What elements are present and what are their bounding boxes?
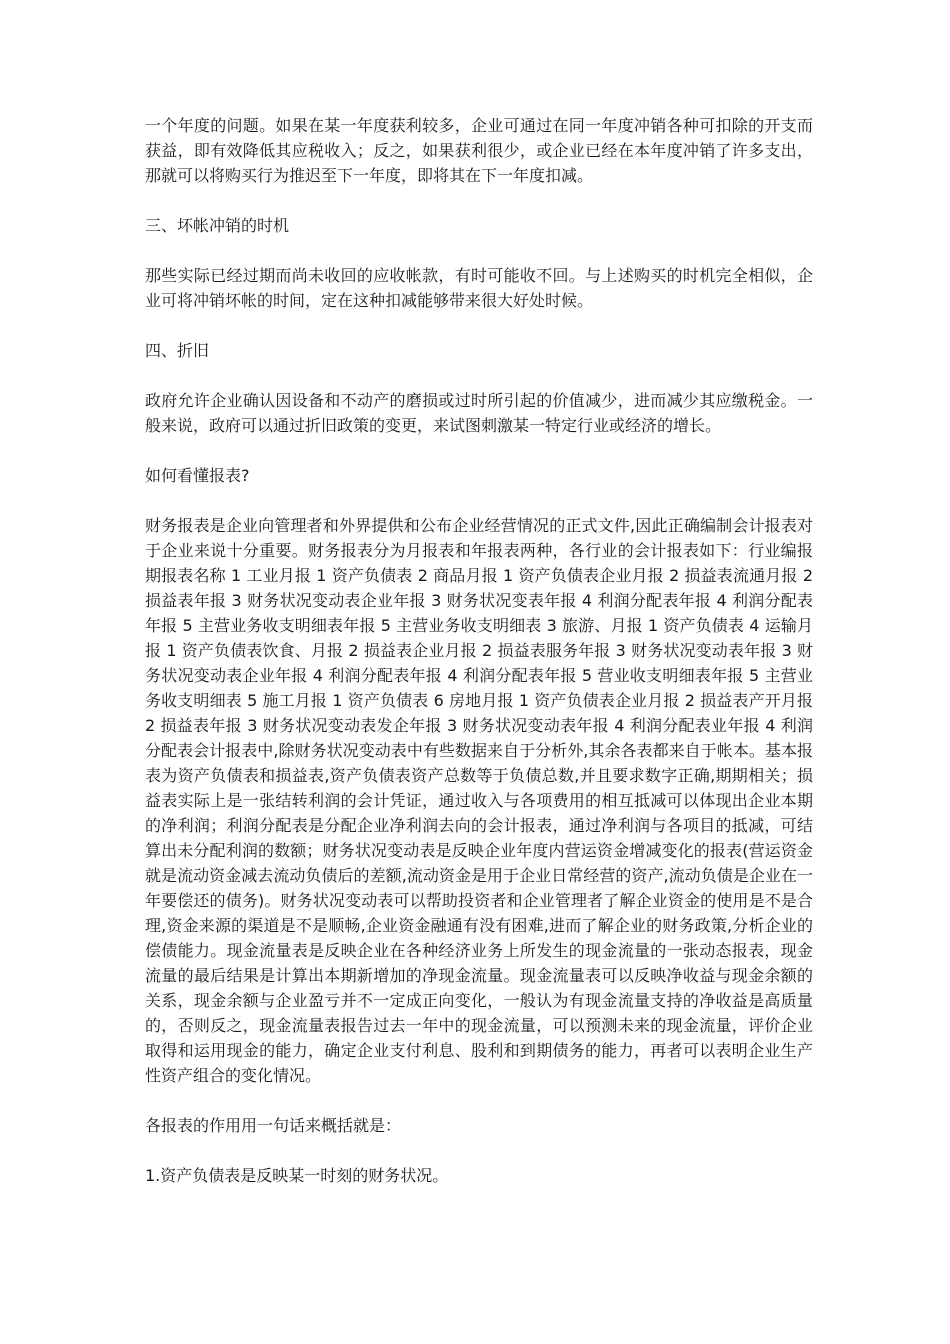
paragraph-financial-reports: 财务报表是企业向管理者和外界提供和公布企业经营情况的正式文件,因此正确编制会计报表对于企业来说十分重要。财务报表分为月报表和年报表两种，各行业的会计报表如下：行业编报期报表名称 1 工业月报 1 资产负债表 2 商品月报 1 资产负债表企业月报 2 损益表流通月报 2 损益表年报 3 财务状况变动表企业年报 3 财务状况变表年报 4 利润分配表年报 4 利润分配表年报 5 主营业务收支明细表年报 5 主营业务收支明细表 3 旅游、月报 1 资产负债表 4 运输月报 1 资产负债表饮食、月报 2 损益表企业月报 2 损益表服务年报 3 财务状况变动表年报 3 财务状况变动表企业年报 4 利润分配表年报 4 利润分配表年报 5 营业收支明细表年报 5 主营业务收支明细表 5 施工月报 1 资产负债表 6 房地月报 1 资产负债表企业月报 2 损益表产开月报 2 损益表年报 3 财务状况变动表发企年报 3 财务状况变动表年报 4 利润分配表业年报 4 利润分配表会计报表中,除财务状况变动表中有些数据来自于分析外,其余各表都来自于帐本。基本报表为资产负债表和损益表,资产负债表资产总数等于负债总数,并且要求数字正确,期期相关；损益表实际上是一张结转利润的会计凭证，通过收入与各项费用的相互抵减可以体现出企业本期的净利润；利润分配表是分配企业净利润去向的会计报表，通过净利润与各项目的抵减，可结算出未分配利润的数额；财务状况变动表是反映企业年度内营运资金增减变化的报表(营运资金就是流动资金减去流动负债后的差额,流动资金是用于企业日常经营的资产,流动负债是企业在一年要偿还的债务)。财务状况变动表可以帮助投资者和企业管理者了解企业资金的使用是不是合理,资金来源的渠道是不是顺畅,企业资金融通有没有困难,进而了解企业的财务政策,分析企业的偿债能力。现金流量表是反映企业在各种经济业务上所发生的现金流量的一张动态报表，现金流量的最后结果是计算出本期新增加的净现金流量。现金流量表可以反映净收益与现金余额的关系，现金余额与企业盈亏并不一定成正向变化，一般认为有现金流量支持的净收益是高质量的，否则反之，现金流量表报告过去一年中的现金流量，可以预测未来的现金流量，评价企业取得和运用现金的能力，确定企业支付利息、股利和到期债务的能力，再者可以表明企业生产性资产组合的变化情况。 <box>145 516 813 1085</box>
paragraph-bad-debt: 那些实际已经过期而尚未收回的应收帐款，有时可能收不回。与上述购买的时机完全相似，企业可将冲销坏帐的时间，定在这种扣减能够带来很大好处时候。 <box>145 266 813 310</box>
section-heading-depreciation: 四、折旧 <box>145 341 210 360</box>
section-heading-bad-debt: 三、坏帐冲销的时机 <box>145 216 290 235</box>
paragraph-depreciation: 政府允许企业确认因设备和不动产的磨损或过时所引起的价值减少，进而减少其应缴税金。一般来说，政府可以通过折旧政策的变更，来试图刺激某一特定行业或经济的增长。 <box>145 391 813 435</box>
paragraph-tax-timing: 一个年度的问题。如果在某一年度获利较多，企业可通过在同一年度冲销各种可扣除的开支而获益，即有效降低其应税收入；反之，如果获利很少，或企业已经在本年度冲销了许多支出，那就可以将购买行为推迟至下一年度，即将其在下一年度扣减。 <box>145 116 813 185</box>
paragraph-report-summary-intro: 各报表的作用用一句话来概括就是： <box>145 1116 402 1135</box>
document-body <box>145 113 813 1213</box>
section-heading-read-reports: 如何看懂报表? <box>145 466 250 485</box>
paragraph-balance-sheet: 1.资产负债表是反映某一时刻的财务状况。 <box>145 1166 449 1185</box>
